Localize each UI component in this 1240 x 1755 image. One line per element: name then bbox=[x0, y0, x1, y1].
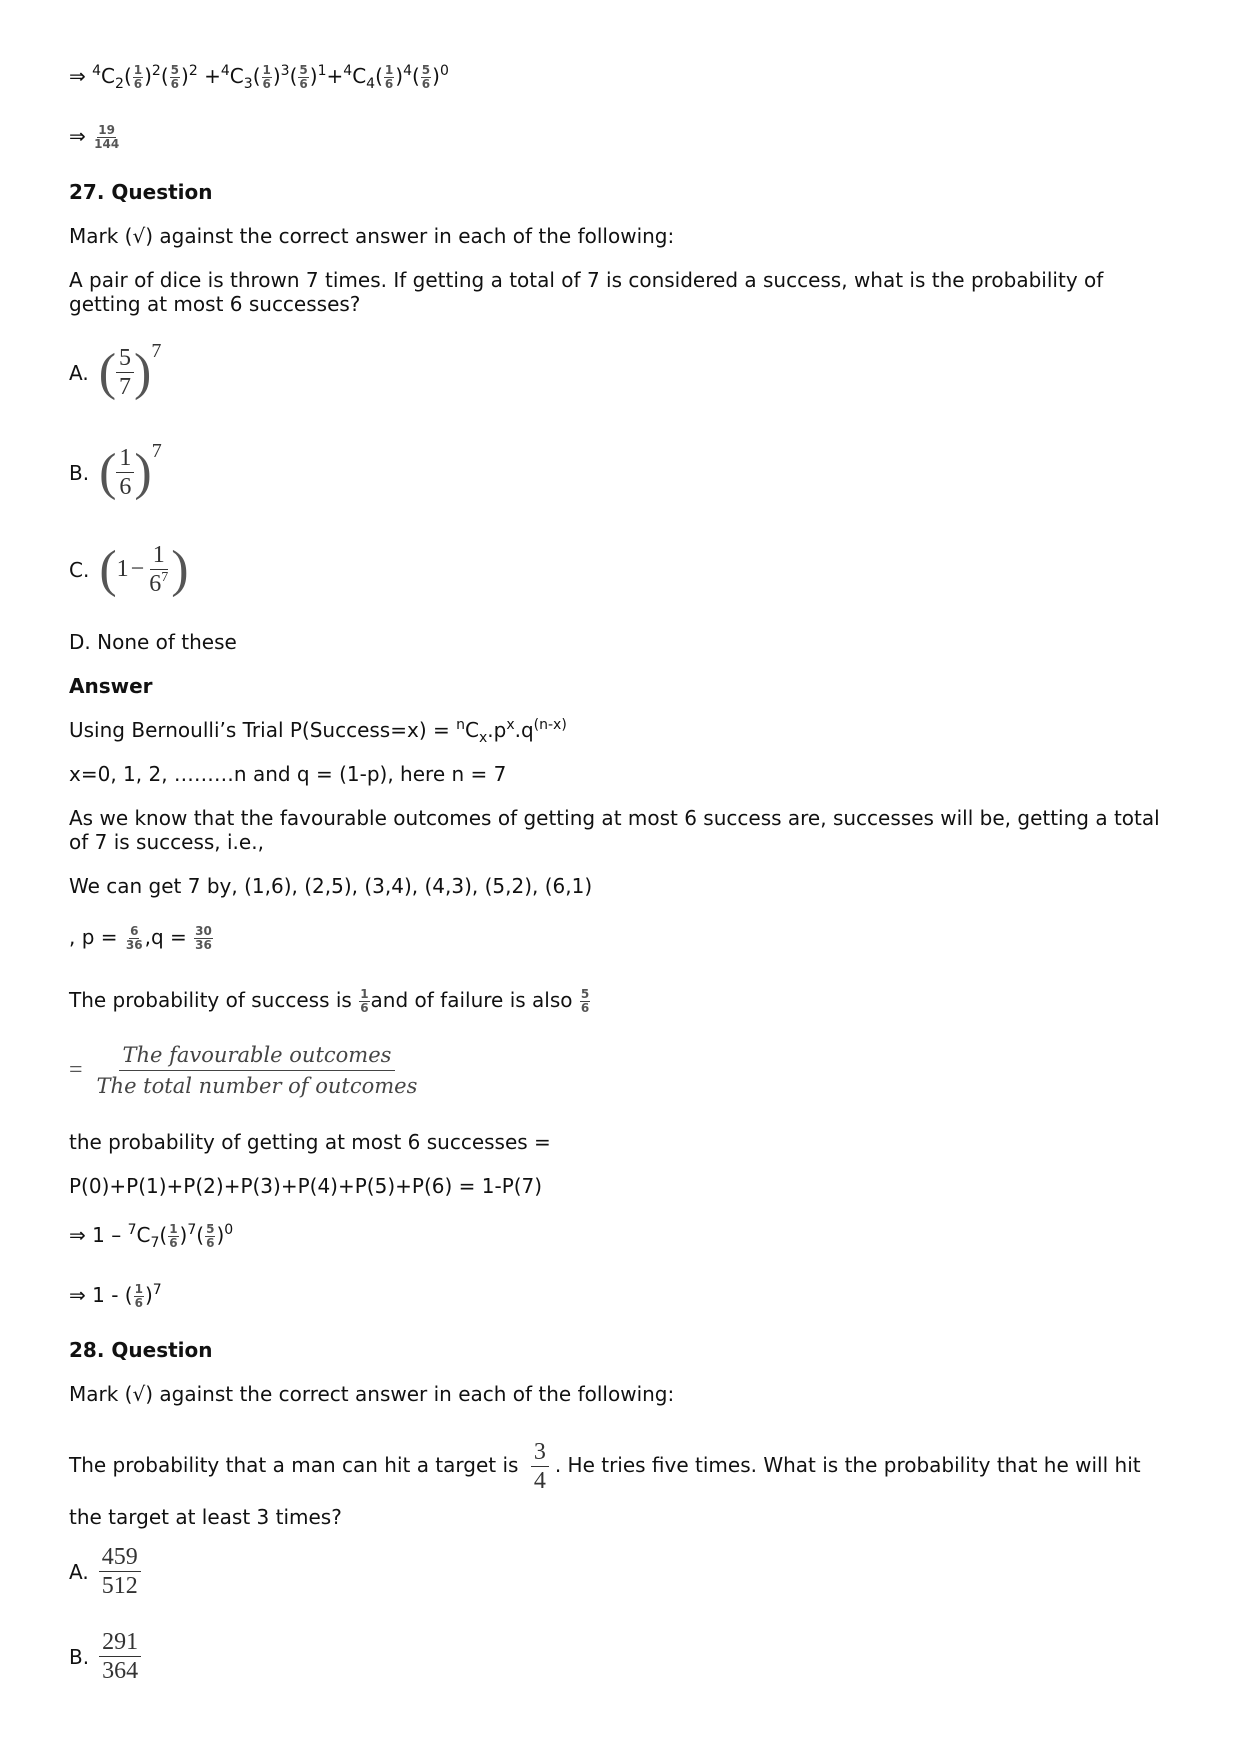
term2-n: 4 bbox=[220, 63, 230, 79]
term1-n: 4 bbox=[92, 63, 102, 79]
denominator: 36 bbox=[125, 938, 143, 952]
q28-option-b bbox=[69, 1628, 141, 1685]
numerator: 3 bbox=[531, 1438, 549, 1467]
option-label: C. bbox=[69, 557, 90, 582]
denominator: The total number of outcomes bbox=[96, 1074, 418, 1098]
denominator: 6 bbox=[170, 77, 180, 91]
left-paren: ( bbox=[99, 443, 117, 501]
outcome-ratio bbox=[69, 1043, 421, 1098]
q28-option-b-fraction bbox=[99, 1628, 141, 1685]
fraction bbox=[170, 64, 180, 91]
exponent: 2 bbox=[151, 63, 161, 79]
p-fraction bbox=[125, 925, 144, 952]
question-28-text bbox=[69, 1438, 1141, 1495]
fraction bbox=[168, 1223, 178, 1250]
fraction bbox=[134, 1283, 144, 1310]
denominator: 6 bbox=[384, 77, 394, 91]
denominator: 6 bbox=[169, 1236, 178, 1250]
option-label: A. bbox=[69, 360, 89, 385]
numerator: 459 bbox=[99, 1543, 141, 1572]
right-paren: ) bbox=[171, 540, 189, 598]
exponent: 3 bbox=[280, 63, 290, 79]
exponent: 0 bbox=[439, 63, 449, 79]
exponent: 7 bbox=[151, 340, 162, 362]
denominator-exponent: 7 bbox=[161, 570, 169, 585]
sum-line: P(0)+P(1)+P(2)+P(3)+P(4)+P(5)+P(6) = 1-P(7) bbox=[69, 1174, 543, 1198]
q-term: .q bbox=[514, 718, 534, 742]
denominator: 6 bbox=[360, 1001, 369, 1015]
term1-c: C bbox=[101, 64, 116, 88]
option-a-fraction bbox=[116, 344, 134, 401]
denominator: 6 bbox=[133, 77, 143, 91]
exponent: 4 bbox=[403, 63, 412, 79]
numerator: 1 bbox=[134, 1282, 143, 1296]
numerator: The favourable outcomes bbox=[119, 1043, 396, 1071]
numerator: 19 bbox=[98, 123, 115, 137]
step-prefix: ⇒ 1 – bbox=[69, 1223, 128, 1247]
numerator: 1 bbox=[133, 63, 143, 77]
failure-fraction bbox=[580, 988, 590, 1015]
option-a bbox=[69, 340, 162, 401]
option-label: B. bbox=[69, 1644, 90, 1669]
p-q-line bbox=[69, 925, 214, 952]
denominator: 6 bbox=[134, 1296, 143, 1310]
pairs-line: We can get 7 by, (1,6), (2,5), (3,4), (4,3), (5,2), (6,1) bbox=[69, 874, 593, 898]
denominator-base: 6 bbox=[149, 571, 162, 597]
bernoulli-text: Using Bernoulli’s Trial P(Success=x) = bbox=[69, 718, 457, 742]
result-fraction bbox=[93, 124, 120, 151]
plus-sign: + bbox=[326, 64, 344, 88]
q-fraction bbox=[194, 925, 213, 952]
binomial-sum-line: ⇒ $^4C_2$( $\frac{1}{6}$ )$^2$( $\frac{5}{6}$ )$^2 +^4C_3$( $\frac{1}{6}$ )$^3$( $\frac{5}{6}$ )$^1+^4C_4$( $\frac{1}{6}$ )$^4$( $\frac{5}{6}$ )$^0$ bbox=[69, 63, 449, 92]
denominator: 6 bbox=[299, 77, 308, 91]
x-subscript: x bbox=[478, 730, 488, 746]
denominator: 6 bbox=[421, 77, 431, 91]
denominator: 364 bbox=[102, 1658, 139, 1684]
exponent: 1 bbox=[317, 63, 327, 79]
numerator: 1 bbox=[262, 63, 271, 77]
step-2-line: ⇒ 1 - ( $\frac{1}{6}$ )$^7$ bbox=[69, 1282, 162, 1310]
implies-arrow: ⇒ bbox=[69, 64, 86, 88]
question-27-instruction: Mark (√) against the correct answer in each of the following: bbox=[69, 224, 675, 248]
option-d: D. None of these bbox=[69, 630, 237, 654]
plus-sign: + bbox=[204, 64, 221, 88]
left-paren: ( bbox=[98, 343, 117, 401]
numerator: 1 bbox=[360, 987, 369, 1001]
denominator: 512 bbox=[101, 1573, 138, 1599]
at-most-line: the probability of getting at most 6 successes = bbox=[69, 1130, 551, 1154]
denominator: 144 bbox=[94, 137, 120, 151]
term2-c: C bbox=[229, 64, 244, 88]
step-prefix: ⇒ 1 - bbox=[69, 1283, 125, 1307]
success-fraction bbox=[359, 988, 369, 1015]
text-part-1: The probability that a man can hit a target is bbox=[69, 1453, 525, 1477]
denominator: 6 bbox=[119, 474, 132, 500]
favourable-line: As we know that the favourable outcomes of getting at most 6 success are, successes will be, getting a total of 7 is success, i.e., bbox=[69, 806, 1160, 854]
option-b bbox=[69, 440, 162, 501]
success-text: The probability of success is bbox=[69, 988, 359, 1012]
option-c-fraction bbox=[146, 541, 171, 598]
fraction bbox=[384, 64, 394, 91]
term1-r: 2 bbox=[115, 76, 124, 92]
failure-text: and of failure is also bbox=[370, 988, 579, 1012]
numerator: 5 bbox=[421, 63, 431, 77]
q28-option-a bbox=[69, 1543, 141, 1600]
option-label: B. bbox=[69, 460, 90, 485]
term3-n: 4 bbox=[343, 63, 353, 79]
left-paren: ( bbox=[99, 540, 117, 598]
question-28-heading: 28. Question bbox=[69, 1338, 213, 1362]
fraction bbox=[262, 64, 272, 91]
question-27-text: A pair of dice is thrown 7 times. If getting a total of 7 is considered a success, what is the probability of getting at most 6 successes? bbox=[69, 268, 1104, 316]
q-label: ,q = bbox=[144, 925, 194, 949]
question-28-text-continued: the target at least 3 times? bbox=[69, 1505, 342, 1529]
question-28-instruction: Mark (√) against the correct answer in each of the following: bbox=[69, 1382, 675, 1406]
term2-r: 3 bbox=[243, 76, 253, 92]
p-label: , p = bbox=[69, 925, 124, 949]
step-1-line: ⇒ $1 - ^7C_7$( $\frac{1}{6}$ )$^7$( $\frac{5}{6}$ )$^0$ bbox=[69, 1222, 234, 1251]
equals-sign: = bbox=[69, 1057, 83, 1083]
denominator: 4 bbox=[533, 1468, 546, 1494]
numerator: 1 bbox=[384, 63, 394, 77]
right-paren: ) bbox=[134, 343, 152, 401]
right-paren: ) bbox=[134, 443, 152, 501]
exponent: 7 bbox=[187, 1222, 197, 1238]
fraction bbox=[133, 64, 143, 91]
denominator bbox=[146, 570, 171, 598]
option-c bbox=[69, 541, 189, 598]
c-letter: C bbox=[464, 718, 479, 742]
hit-probability-fraction bbox=[531, 1438, 549, 1495]
probability-line bbox=[69, 988, 591, 1015]
fraction bbox=[421, 64, 431, 91]
fraction bbox=[298, 64, 308, 91]
numerator: 1 bbox=[150, 541, 168, 570]
implies-arrow: ⇒ bbox=[69, 124, 86, 148]
denominator: 6 bbox=[206, 1236, 215, 1250]
numerator: 5 bbox=[580, 987, 590, 1001]
numerator: 5 bbox=[206, 1222, 215, 1236]
numerator: 5 bbox=[116, 344, 134, 373]
term3-r: 4 bbox=[366, 76, 376, 92]
minus-sign: − bbox=[130, 556, 145, 582]
p-term: .p bbox=[487, 718, 507, 742]
text-part-2: . He tries five times. What is the probability that he will hit bbox=[554, 1453, 1141, 1477]
p-exponent: x bbox=[506, 717, 515, 733]
term3-c: C bbox=[352, 64, 367, 88]
c-letter: C bbox=[136, 1223, 151, 1247]
numerator: 291 bbox=[99, 1628, 141, 1657]
option-b-fraction bbox=[116, 444, 134, 501]
range-line: x=0, 1, 2, ………n and q = (1-p), here n = 7 bbox=[69, 762, 507, 786]
question-27-heading: 27. Question bbox=[69, 180, 213, 204]
n-superscript: n bbox=[456, 717, 465, 733]
option-label: A. bbox=[69, 1559, 89, 1584]
numerator: 5 bbox=[170, 63, 180, 77]
fraction bbox=[205, 1223, 215, 1250]
numerator: 6 bbox=[130, 924, 139, 938]
exponent: 7 bbox=[152, 1282, 162, 1298]
numerator: 5 bbox=[299, 63, 308, 77]
denominator: 6 bbox=[580, 1001, 590, 1015]
exponent: 0 bbox=[224, 1222, 234, 1238]
numerator: 30 bbox=[195, 924, 212, 938]
q-exponent: (n-x) bbox=[533, 717, 567, 733]
one: 1 bbox=[116, 556, 129, 582]
ratio-fraction bbox=[93, 1043, 422, 1098]
bernoulli-line bbox=[69, 717, 567, 746]
denominator: 6 bbox=[262, 77, 271, 91]
denominator: 7 bbox=[119, 374, 132, 400]
exponent: 2 bbox=[188, 63, 198, 79]
answer-heading: Answer bbox=[69, 674, 153, 698]
r-subscript: 7 bbox=[150, 1235, 160, 1251]
numerator: 1 bbox=[169, 1222, 178, 1236]
numerator: 1 bbox=[116, 444, 134, 473]
exponent: 7 bbox=[151, 440, 162, 462]
n-superscript: 7 bbox=[127, 1222, 137, 1238]
result-line bbox=[69, 124, 121, 151]
q28-option-a-fraction bbox=[99, 1543, 141, 1600]
denominator: 36 bbox=[195, 938, 212, 952]
